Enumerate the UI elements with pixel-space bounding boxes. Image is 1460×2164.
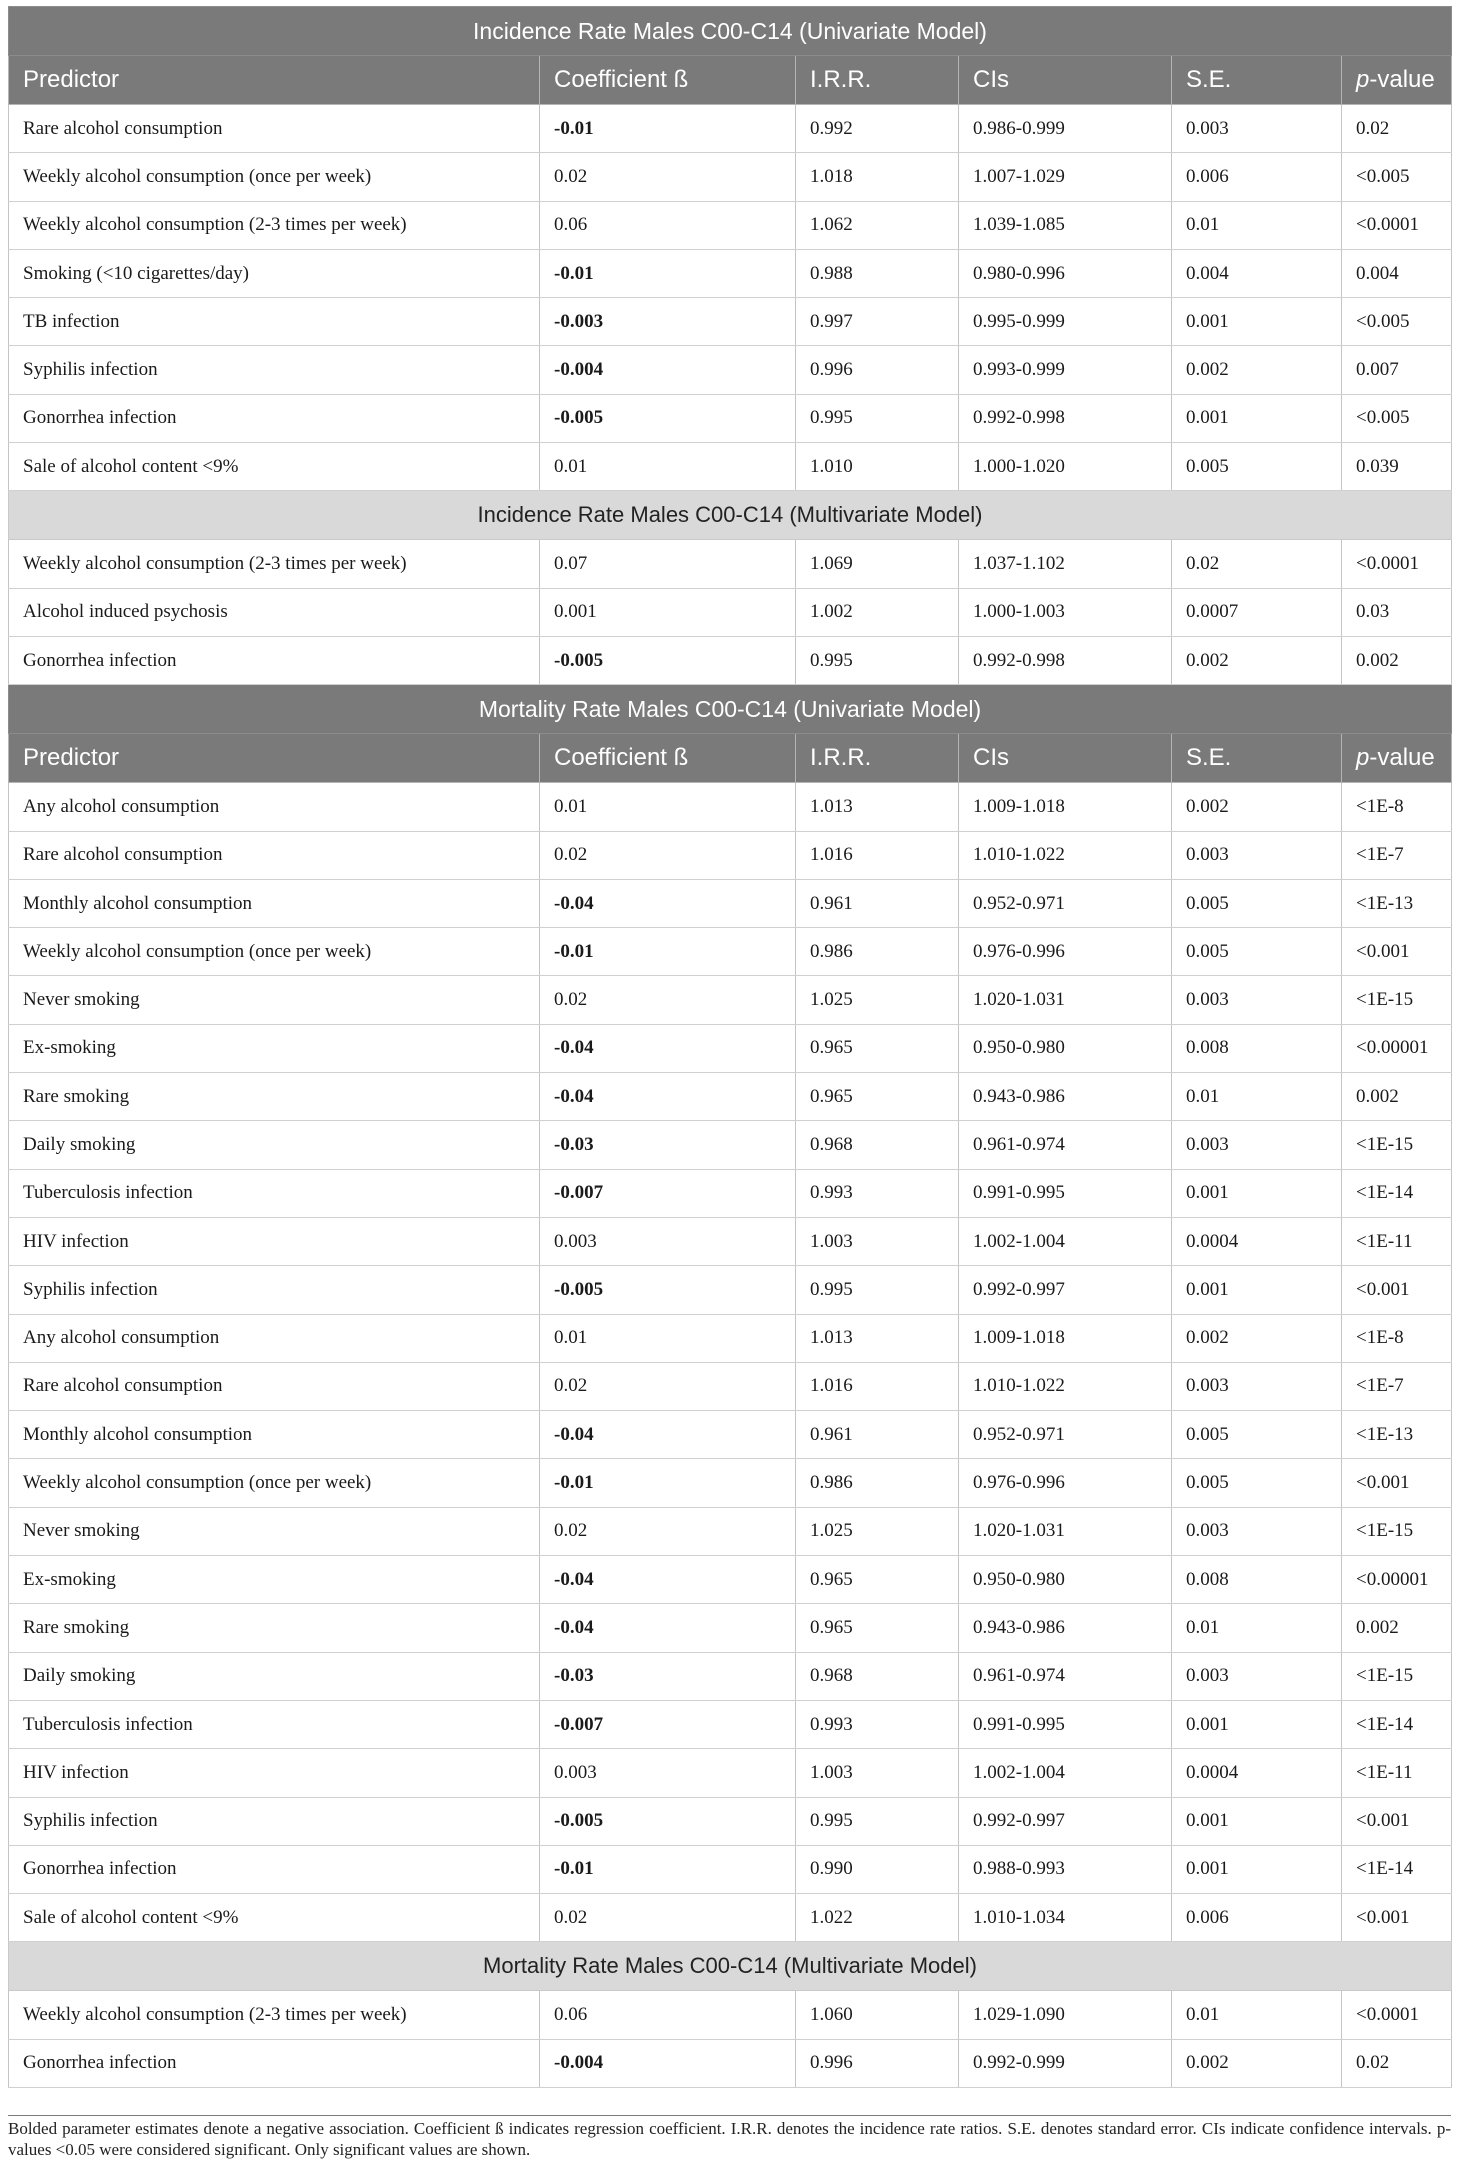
cell-irr: 0.997 [796, 298, 959, 346]
cell-irr: 1.022 [796, 1894, 959, 1942]
cell-p-value: 0.03 [1342, 588, 1452, 636]
cell-ci: 1.007-1.029 [959, 153, 1172, 201]
table-row [9, 2039, 1452, 2087]
cell-ci: 0.976-0.996 [959, 928, 1172, 976]
cell-predictor: Any alcohol consumption [9, 783, 540, 831]
column-header-irr: I.R.R. [796, 734, 959, 783]
cell-coefficient: -0.04 [540, 1073, 796, 1121]
cell-coefficient: 0.02 [540, 1507, 796, 1555]
cell-coefficient: 0.003 [540, 1749, 796, 1797]
cell-predictor: Ex-smoking [9, 1556, 540, 1604]
table-row [9, 1749, 1452, 1797]
cell-p-value: <1E-8 [1342, 783, 1452, 831]
cell-ci: 1.002-1.004 [959, 1217, 1172, 1265]
section-title-row [9, 491, 1452, 540]
cell-p-value: 0.002 [1342, 636, 1452, 684]
cell-irr: 0.995 [796, 1797, 959, 1845]
section-title: Mortality Rate Males C00-C14 (Multivariate Model) [9, 1942, 1452, 1991]
cell-predictor: Gonorrhea infection [9, 394, 540, 442]
cell-irr: 1.060 [796, 1991, 959, 2039]
cell-irr: 0.992 [796, 105, 959, 153]
cell-irr: 0.968 [796, 1652, 959, 1700]
cell-se: 0.001 [1172, 1845, 1342, 1893]
cell-irr: 1.002 [796, 588, 959, 636]
cell-coefficient: -0.004 [540, 346, 796, 394]
cell-se: 0.001 [1172, 1169, 1342, 1217]
table-row [9, 636, 1452, 684]
cell-coefficient: -0.04 [540, 1604, 796, 1652]
cell-p-value: <1E-11 [1342, 1749, 1452, 1797]
cell-irr: 0.996 [796, 346, 959, 394]
table-body [9, 7, 1452, 2088]
table-row [9, 879, 1452, 927]
table-row [9, 1894, 1452, 1942]
cell-coefficient: -0.007 [540, 1700, 796, 1748]
table-row [9, 298, 1452, 346]
table-row [9, 1797, 1452, 1845]
cell-irr: 1.003 [796, 1217, 959, 1265]
cell-predictor: Sale of alcohol content <9% [9, 443, 540, 491]
table-row [9, 153, 1452, 201]
cell-coefficient: -0.01 [540, 1845, 796, 1893]
table-row [9, 1604, 1452, 1652]
cell-predictor: Sale of alcohol content <9% [9, 1894, 540, 1942]
table-row [9, 1121, 1452, 1169]
cell-p-value: <0.005 [1342, 394, 1452, 442]
regression-results-table [8, 6, 1452, 2088]
cell-se: 0.005 [1172, 1459, 1342, 1507]
cell-ci: 0.980-0.996 [959, 249, 1172, 297]
table-row [9, 831, 1452, 879]
cell-coefficient: -0.005 [540, 394, 796, 442]
cell-p-value: 0.004 [1342, 249, 1452, 297]
section-title-row [9, 1942, 1452, 1991]
cell-coefficient: 0.003 [540, 1217, 796, 1265]
cell-ci: 1.020-1.031 [959, 976, 1172, 1024]
cell-coefficient: 0.02 [540, 1894, 796, 1942]
cell-ci: 0.952-0.971 [959, 1411, 1172, 1459]
cell-p-value: <1E-15 [1342, 1121, 1452, 1169]
cell-se: 0.005 [1172, 1411, 1342, 1459]
cell-p-value: <1E-15 [1342, 1507, 1452, 1555]
cell-se: 0.01 [1172, 201, 1342, 249]
column-header-row [9, 734, 1452, 783]
cell-se: 0.0004 [1172, 1749, 1342, 1797]
cell-irr: 0.965 [796, 1556, 959, 1604]
cell-irr: 1.025 [796, 1507, 959, 1555]
cell-coefficient: -0.01 [540, 928, 796, 976]
cell-coefficient: 0.001 [540, 588, 796, 636]
column-header-se: S.E. [1172, 734, 1342, 783]
table-row [9, 1314, 1452, 1362]
results-table-container [8, 6, 1451, 2088]
cell-se: 0.01 [1172, 1604, 1342, 1652]
table-row [9, 783, 1452, 831]
cell-ci: 0.961-0.974 [959, 1121, 1172, 1169]
cell-coefficient: -0.004 [540, 2039, 796, 2087]
cell-irr: 0.993 [796, 1700, 959, 1748]
cell-se: 0.003 [1172, 1362, 1342, 1410]
cell-coefficient: 0.02 [540, 831, 796, 879]
cell-predictor: Monthly alcohol consumption [9, 879, 540, 927]
cell-ci: 1.002-1.004 [959, 1749, 1172, 1797]
cell-irr: 1.069 [796, 540, 959, 588]
cell-predictor: Weekly alcohol consumption (2-3 times per week) [9, 540, 540, 588]
cell-p-value: <0.00001 [1342, 1024, 1452, 1072]
cell-predictor: Tuberculosis infection [9, 1169, 540, 1217]
cell-irr: 0.965 [796, 1024, 959, 1072]
column-header-p-value: p-value [1342, 734, 1452, 783]
cell-p-value: 0.039 [1342, 443, 1452, 491]
column-header-row [9, 56, 1452, 105]
column-header-coefficient: Coefficient ß [540, 734, 796, 783]
cell-ci: 1.039-1.085 [959, 201, 1172, 249]
cell-coefficient: -0.04 [540, 879, 796, 927]
cell-irr: 1.062 [796, 201, 959, 249]
cell-ci: 1.037-1.102 [959, 540, 1172, 588]
cell-predictor: Weekly alcohol consumption (2-3 times per week) [9, 201, 540, 249]
table-row [9, 1217, 1452, 1265]
table-row [9, 249, 1452, 297]
cell-predictor: Weekly alcohol consumption (2-3 times per week) [9, 1991, 540, 2039]
cell-irr: 0.965 [796, 1604, 959, 1652]
cell-coefficient: 0.02 [540, 976, 796, 1024]
cell-coefficient: -0.007 [540, 1169, 796, 1217]
cell-se: 0.003 [1172, 105, 1342, 153]
cell-predictor: Tuberculosis infection [9, 1700, 540, 1748]
table-row [9, 1411, 1452, 1459]
cell-ci: 0.992-0.997 [959, 1266, 1172, 1314]
table-row [9, 1507, 1452, 1555]
cell-predictor: HIV infection [9, 1749, 540, 1797]
cell-predictor: Never smoking [9, 1507, 540, 1555]
cell-p-value: <1E-14 [1342, 1169, 1452, 1217]
cell-se: 0.003 [1172, 1507, 1342, 1555]
cell-se: 0.001 [1172, 298, 1342, 346]
cell-coefficient: -0.005 [540, 1797, 796, 1845]
cell-se: 0.0007 [1172, 588, 1342, 636]
cell-predictor: Rare alcohol consumption [9, 1362, 540, 1410]
table-row [9, 1362, 1452, 1410]
cell-se: 0.002 [1172, 2039, 1342, 2087]
cell-irr: 0.993 [796, 1169, 959, 1217]
cell-se: 0.003 [1172, 1121, 1342, 1169]
cell-ci: 1.020-1.031 [959, 1507, 1172, 1555]
cell-p-value: 0.02 [1342, 2039, 1452, 2087]
cell-predictor: Rare smoking [9, 1604, 540, 1652]
cell-se: 0.01 [1172, 1991, 1342, 2039]
cell-ci: 1.010-1.034 [959, 1894, 1172, 1942]
cell-se: 0.008 [1172, 1556, 1342, 1604]
table-row [9, 1169, 1452, 1217]
cell-se: 0.001 [1172, 394, 1342, 442]
cell-se: 0.006 [1172, 153, 1342, 201]
cell-irr: 1.010 [796, 443, 959, 491]
cell-predictor: Daily smoking [9, 1652, 540, 1700]
cell-coefficient: 0.01 [540, 783, 796, 831]
cell-coefficient: 0.02 [540, 1362, 796, 1410]
section-title-row [9, 7, 1452, 56]
table-row [9, 1073, 1452, 1121]
cell-p-value: <0.0001 [1342, 201, 1452, 249]
table-row [9, 588, 1452, 636]
cell-se: 0.01 [1172, 1073, 1342, 1121]
section-title: Mortality Rate Males C00-C14 (Univariate Model) [9, 685, 1452, 734]
table-row [9, 1024, 1452, 1072]
cell-coefficient: -0.04 [540, 1556, 796, 1604]
column-header-se: S.E. [1172, 56, 1342, 105]
cell-predictor: Syphilis infection [9, 346, 540, 394]
column-header-predictor: Predictor [9, 734, 540, 783]
cell-se: 0.001 [1172, 1266, 1342, 1314]
cell-predictor: Gonorrhea infection [9, 1845, 540, 1893]
cell-se: 0.001 [1172, 1797, 1342, 1845]
cell-p-value: <0.0001 [1342, 540, 1452, 588]
cell-ci: 1.029-1.090 [959, 1991, 1172, 2039]
table-row [9, 443, 1452, 491]
cell-irr: 0.990 [796, 1845, 959, 1893]
cell-ci: 1.000-1.003 [959, 588, 1172, 636]
cell-ci: 0.991-0.995 [959, 1169, 1172, 1217]
cell-coefficient: -0.03 [540, 1652, 796, 1700]
cell-p-value: 0.002 [1342, 1604, 1452, 1652]
cell-irr: 1.016 [796, 831, 959, 879]
cell-irr: 0.995 [796, 394, 959, 442]
column-header-ci: CIs [959, 56, 1172, 105]
cell-ci: 1.009-1.018 [959, 783, 1172, 831]
cell-coefficient: -0.03 [540, 1121, 796, 1169]
cell-se: 0.006 [1172, 1894, 1342, 1942]
column-header-p-value: p-value [1342, 56, 1452, 105]
cell-irr: 1.003 [796, 1749, 959, 1797]
cell-se: 0.001 [1172, 1700, 1342, 1748]
cell-irr: 1.018 [796, 153, 959, 201]
cell-predictor: Alcohol induced psychosis [9, 588, 540, 636]
cell-ci: 0.992-0.997 [959, 1797, 1172, 1845]
table-row [9, 1700, 1452, 1748]
table-row [9, 394, 1452, 442]
table-row [9, 540, 1452, 588]
cell-coefficient: -0.01 [540, 249, 796, 297]
cell-coefficient: 0.07 [540, 540, 796, 588]
table-row [9, 201, 1452, 249]
table-row [9, 1652, 1452, 1700]
cell-irr: 0.986 [796, 928, 959, 976]
cell-p-value: <1E-14 [1342, 1700, 1452, 1748]
cell-se: 0.002 [1172, 1314, 1342, 1362]
cell-predictor: Gonorrhea infection [9, 636, 540, 684]
cell-predictor: Rare alcohol consumption [9, 831, 540, 879]
cell-coefficient: -0.003 [540, 298, 796, 346]
cell-p-value: <0.001 [1342, 1459, 1452, 1507]
cell-p-value: <1E-11 [1342, 1217, 1452, 1265]
cell-p-value: <1E-13 [1342, 879, 1452, 927]
cell-irr: 0.988 [796, 249, 959, 297]
cell-irr: 0.968 [796, 1121, 959, 1169]
cell-predictor: Rare smoking [9, 1073, 540, 1121]
cell-coefficient: -0.01 [540, 1459, 796, 1507]
cell-coefficient: 0.02 [540, 153, 796, 201]
section-title: Incidence Rate Males C00-C14 (Multivariate Model) [9, 491, 1452, 540]
cell-coefficient: -0.01 [540, 105, 796, 153]
cell-se: 0.002 [1172, 783, 1342, 831]
cell-ci: 0.943-0.986 [959, 1604, 1172, 1652]
cell-coefficient: 0.06 [540, 201, 796, 249]
cell-se: 0.003 [1172, 1652, 1342, 1700]
cell-se: 0.008 [1172, 1024, 1342, 1072]
table-row [9, 105, 1452, 153]
cell-predictor: Weekly alcohol consumption (once per week) [9, 928, 540, 976]
cell-coefficient: 0.06 [540, 1991, 796, 2039]
cell-ci: 0.988-0.993 [959, 1845, 1172, 1893]
cell-ci: 0.952-0.971 [959, 879, 1172, 927]
cell-ci: 0.943-0.986 [959, 1073, 1172, 1121]
cell-predictor: Gonorrhea infection [9, 2039, 540, 2087]
cell-ci: 0.986-0.999 [959, 105, 1172, 153]
cell-se: 0.002 [1172, 636, 1342, 684]
cell-irr: 0.961 [796, 1411, 959, 1459]
cell-p-value: <1E-14 [1342, 1845, 1452, 1893]
cell-irr: 0.961 [796, 879, 959, 927]
cell-irr: 1.013 [796, 1314, 959, 1362]
cell-p-value: <1E-15 [1342, 976, 1452, 1024]
cell-ci: 0.995-0.999 [959, 298, 1172, 346]
cell-predictor: TB infection [9, 298, 540, 346]
cell-ci: 1.009-1.018 [959, 1314, 1172, 1362]
cell-irr: 1.025 [796, 976, 959, 1024]
cell-se: 0.0004 [1172, 1217, 1342, 1265]
cell-ci: 1.010-1.022 [959, 831, 1172, 879]
cell-p-value: <0.001 [1342, 928, 1452, 976]
table-row [9, 1991, 1452, 2039]
cell-p-value: <1E-15 [1342, 1652, 1452, 1700]
column-header-predictor: Predictor [9, 56, 540, 105]
cell-ci: 0.976-0.996 [959, 1459, 1172, 1507]
cell-p-value: <0.0001 [1342, 1991, 1452, 2039]
table-row [9, 346, 1452, 394]
cell-ci: 0.961-0.974 [959, 1652, 1172, 1700]
cell-p-value: <0.001 [1342, 1797, 1452, 1845]
cell-p-value: 0.02 [1342, 105, 1452, 153]
cell-p-value: 0.007 [1342, 346, 1452, 394]
cell-irr: 0.995 [796, 1266, 959, 1314]
table-row [9, 928, 1452, 976]
cell-coefficient: -0.04 [540, 1411, 796, 1459]
cell-predictor: Weekly alcohol consumption (once per week) [9, 153, 540, 201]
cell-irr: 0.965 [796, 1073, 959, 1121]
cell-p-value: <0.005 [1342, 298, 1452, 346]
cell-p-value: <0.00001 [1342, 1556, 1452, 1604]
cell-p-value: <1E-7 [1342, 831, 1452, 879]
cell-irr: 1.016 [796, 1362, 959, 1410]
cell-ci: 0.991-0.995 [959, 1700, 1172, 1748]
cell-ci: 1.010-1.022 [959, 1362, 1172, 1410]
column-header-irr: I.R.R. [796, 56, 959, 105]
cell-irr: 0.986 [796, 1459, 959, 1507]
cell-ci: 0.992-0.998 [959, 394, 1172, 442]
cell-ci: 0.950-0.980 [959, 1024, 1172, 1072]
cell-ci: 0.992-0.999 [959, 2039, 1172, 2087]
cell-se: 0.002 [1172, 346, 1342, 394]
table-row [9, 976, 1452, 1024]
cell-p-value: <1E-7 [1342, 1362, 1452, 1410]
cell-coefficient: -0.005 [540, 636, 796, 684]
cell-irr: 0.996 [796, 2039, 959, 2087]
cell-se: 0.004 [1172, 249, 1342, 297]
cell-se: 0.005 [1172, 928, 1342, 976]
cell-se: 0.003 [1172, 976, 1342, 1024]
cell-p-value: <0.001 [1342, 1894, 1452, 1942]
column-header-ci: CIs [959, 734, 1172, 783]
cell-irr: 1.013 [796, 783, 959, 831]
cell-coefficient: -0.005 [540, 1266, 796, 1314]
table-footnote: Bolded parameter estimates denote a negative association. Coefficient ß indicates regression coefficient. I.R.R. denotes the incidence rate ratios. S.E. denotes standard error. CIs indicate confidence intervals. p-values <0.05 were considered significant. Only significant values are shown. [8, 2115, 1451, 2160]
table-row [9, 1845, 1452, 1893]
cell-coefficient: 0.01 [540, 1314, 796, 1362]
table-row [9, 1459, 1452, 1507]
cell-predictor: Daily smoking [9, 1121, 540, 1169]
cell-coefficient: -0.04 [540, 1024, 796, 1072]
column-header-coefficient: Coefficient ß [540, 56, 796, 105]
cell-ci: 1.000-1.020 [959, 443, 1172, 491]
cell-p-value: <1E-13 [1342, 1411, 1452, 1459]
table-row [9, 1266, 1452, 1314]
section-title: Incidence Rate Males C00-C14 (Univariate Model) [9, 7, 1452, 56]
cell-se: 0.003 [1172, 831, 1342, 879]
cell-predictor: HIV infection [9, 1217, 540, 1265]
cell-ci: 0.993-0.999 [959, 346, 1172, 394]
cell-p-value: <0.005 [1342, 153, 1452, 201]
cell-predictor: Syphilis infection [9, 1797, 540, 1845]
cell-se: 0.02 [1172, 540, 1342, 588]
cell-se: 0.005 [1172, 879, 1342, 927]
cell-ci: 0.992-0.998 [959, 636, 1172, 684]
cell-predictor: Weekly alcohol consumption (once per week) [9, 1459, 540, 1507]
cell-predictor: Ex-smoking [9, 1024, 540, 1072]
cell-p-value: <0.001 [1342, 1266, 1452, 1314]
cell-coefficient: 0.01 [540, 443, 796, 491]
cell-predictor: Any alcohol consumption [9, 1314, 540, 1362]
cell-predictor: Monthly alcohol consumption [9, 1411, 540, 1459]
cell-p-value: 0.002 [1342, 1073, 1452, 1121]
cell-predictor: Never smoking [9, 976, 540, 1024]
cell-irr: 0.995 [796, 636, 959, 684]
cell-ci: 0.950-0.980 [959, 1556, 1172, 1604]
cell-se: 0.005 [1172, 443, 1342, 491]
cell-predictor: Rare alcohol consumption [9, 105, 540, 153]
cell-p-value: <1E-8 [1342, 1314, 1452, 1362]
section-title-row [9, 685, 1452, 734]
cell-predictor: Smoking (<10 cigarettes/day) [9, 249, 540, 297]
cell-predictor: Syphilis infection [9, 1266, 540, 1314]
table-row [9, 1556, 1452, 1604]
